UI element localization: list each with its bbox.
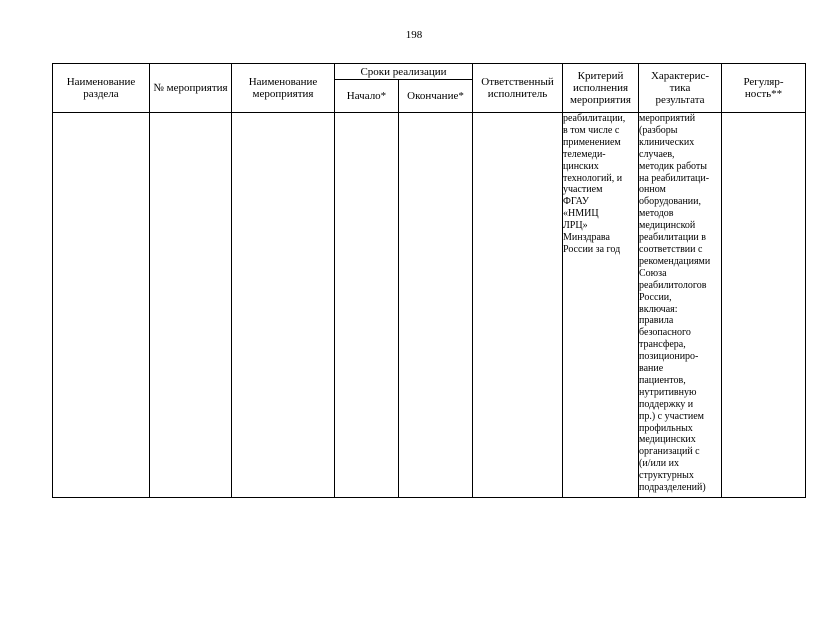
cell-regularity [722,113,806,498]
header-period-group: Сроки реализации [335,64,473,80]
header-section-name: Наименование раздела [53,64,150,113]
header-criterion: Критерий исполнения мероприятия [563,64,639,113]
page-number: 198 [405,29,423,41]
table-row [53,113,806,498]
header-period-end: Окончание* [399,80,473,113]
cell-section-name [53,113,150,498]
cell-result: мероприятий (разборы клинических случаев, методик работы на реабилитаци- онном оборудовании, методов медицинской реабилитации в соответствии с рекомендациями Союза реабилитологов России, включая: правила безопасного трансфера, позициониро- вание пациентов, нутритивную поддержку и пр.) с участием профильных медицинских организаций с (и/или их структурных подразделений) [639,113,722,498]
header-result: Характерис- тика результата [639,64,722,113]
header-responsible: Ответственный исполнитель [473,64,563,113]
header-period-start: Начало* [335,80,399,113]
cell-responsible [473,113,563,498]
cell-criterion: реабилитации, в том числе с применением телемеди- цинских технологий, и участием ФГАУ «НМИЦ ЛРЦ» Минздрава России за год [563,113,639,498]
header-regularity: Регуляр- ность** [722,64,806,113]
activity-table [52,63,806,498]
cell-period-end [399,113,473,498]
cell-activity-number [150,113,232,498]
cell-period-start [335,113,399,498]
cell-activity-name [232,113,335,498]
header-activity-number: № мероприятия [150,64,232,113]
header-activity-name: Наименование мероприятия [232,64,335,113]
